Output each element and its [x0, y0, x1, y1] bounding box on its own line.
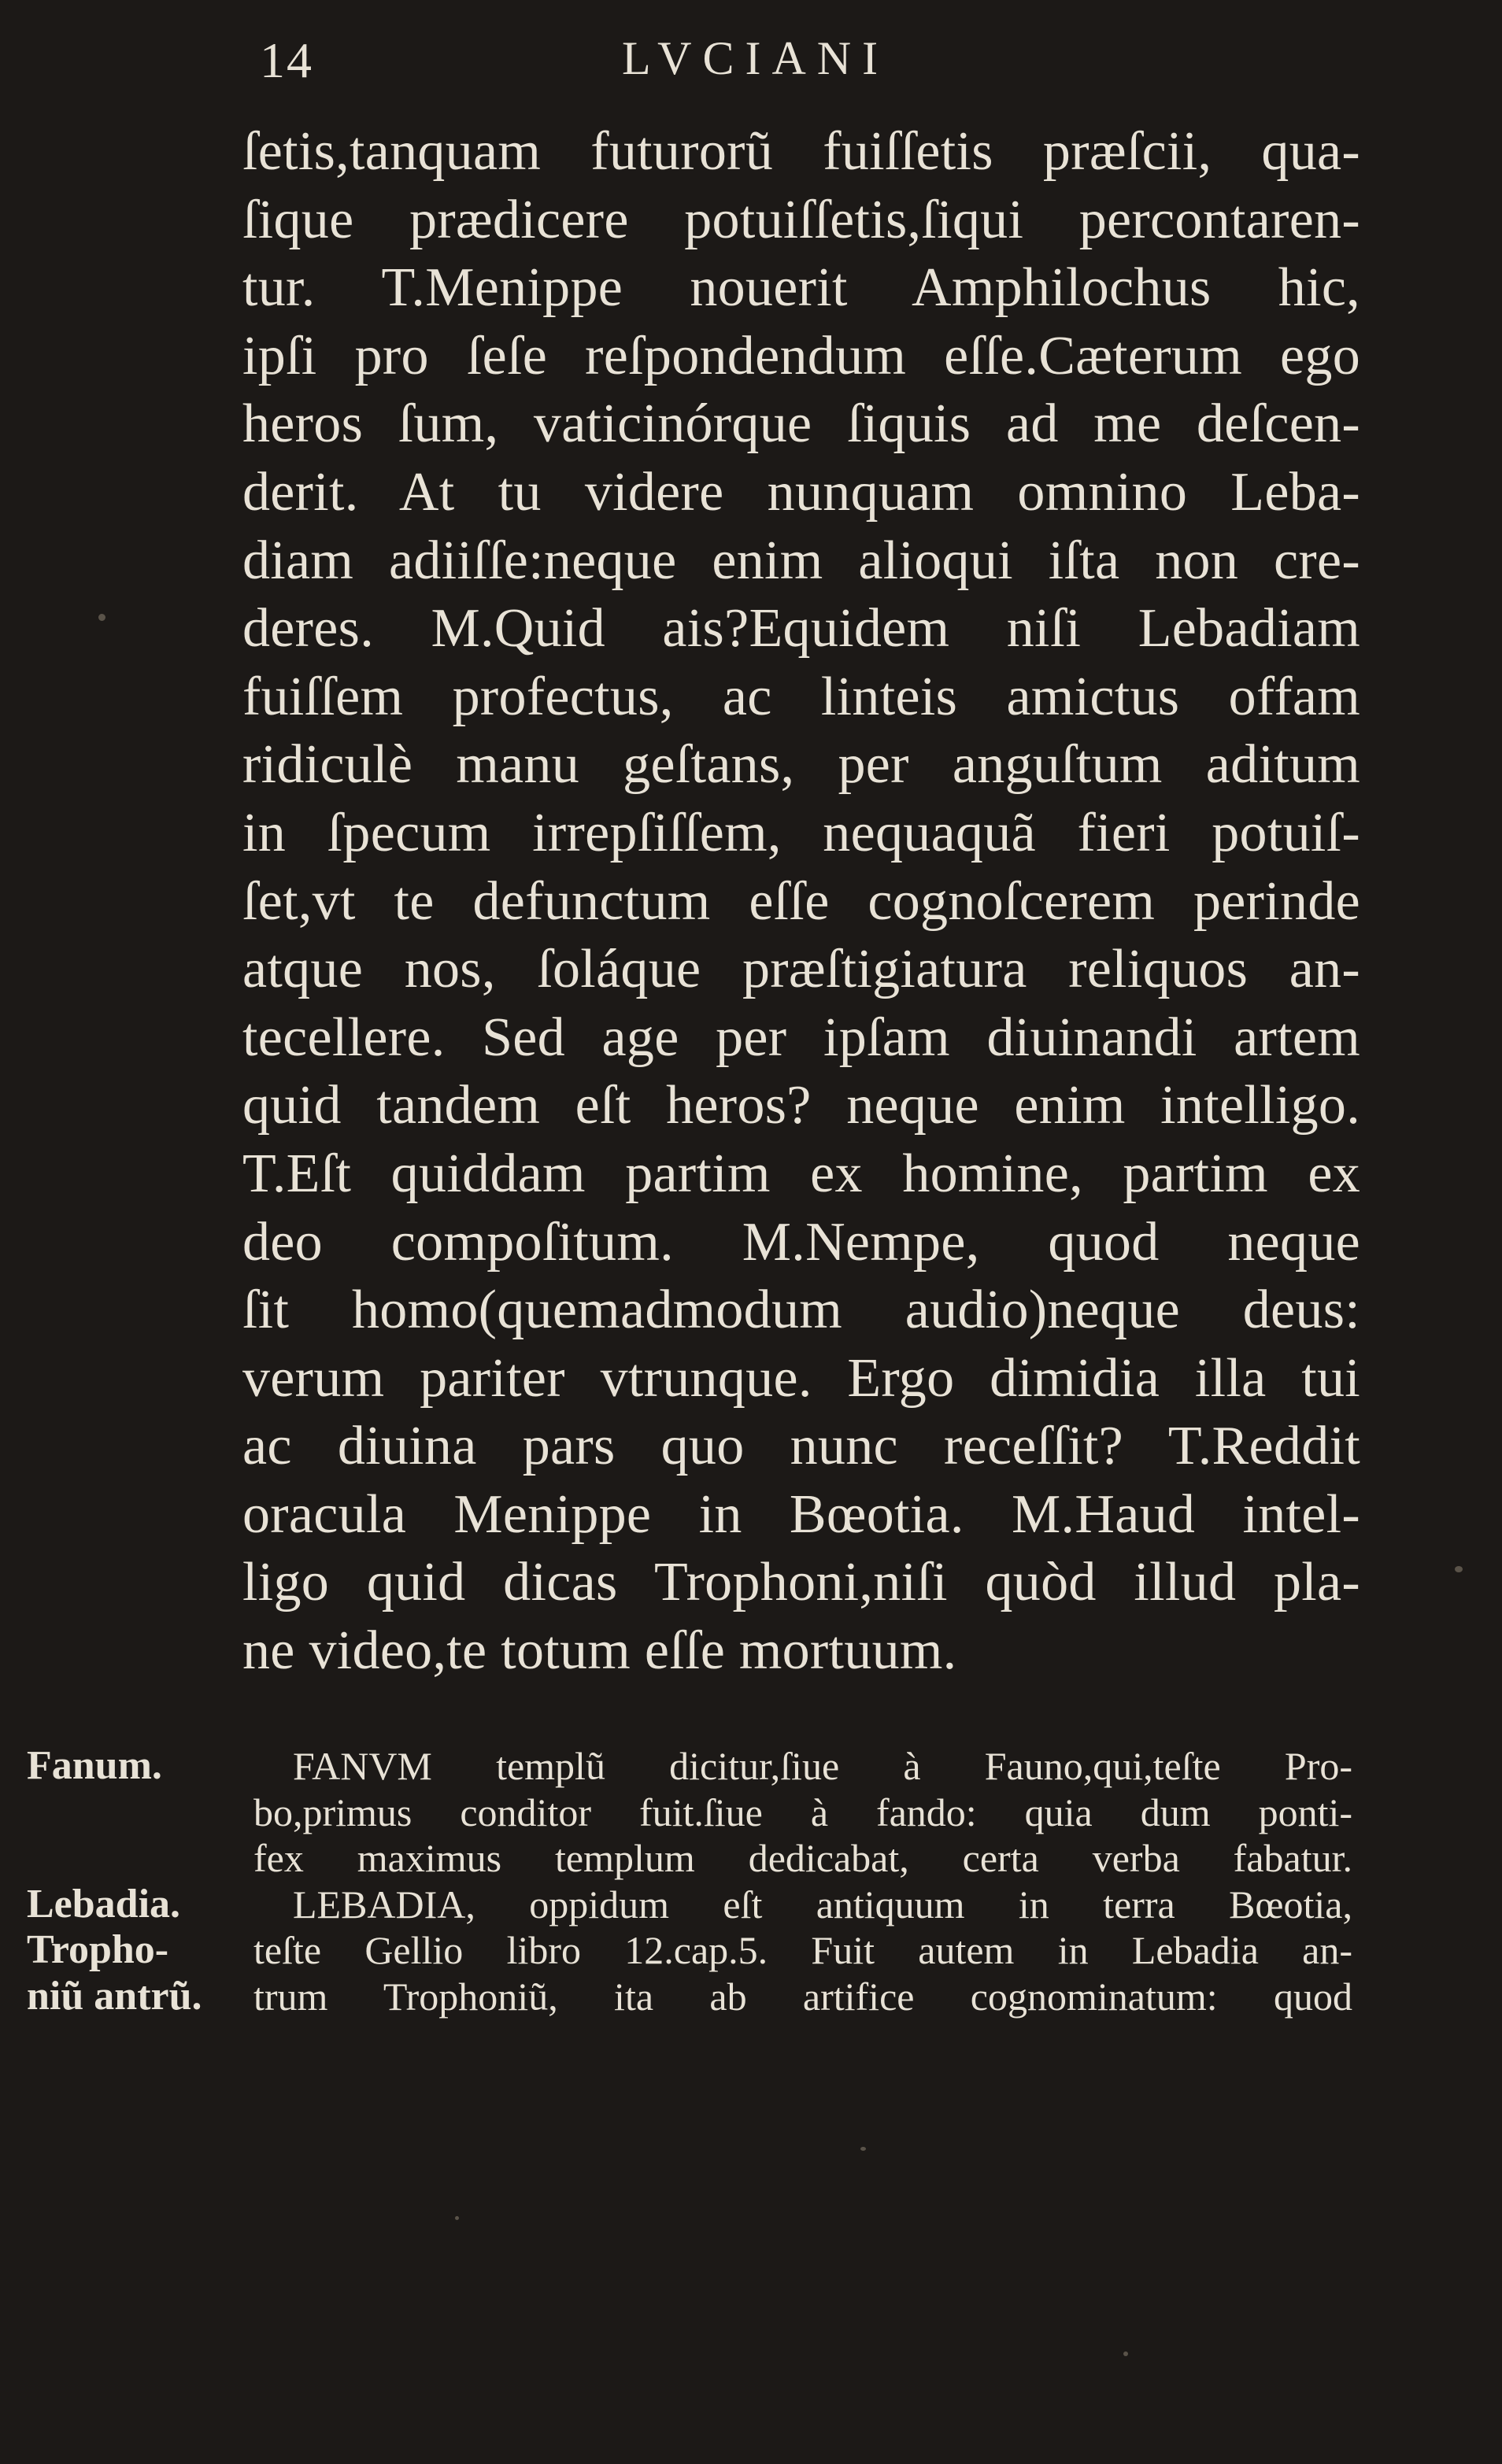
note-text: FANVM templũ dicitur,ſiue à Fauno,qui,teſte Pro-: [293, 1744, 1352, 1788]
text-line: atque nos, ſoláque præſtigiatura reliquos an-: [242, 939, 1360, 1000]
text-line: ſique prædicere potuiſſetis,ſiqui percontaren-: [242, 189, 1360, 250]
marginal-note: Tropho-: [27, 1927, 169, 1972]
text-line: ridiculè manu geſtans, per anguſtum aditum: [242, 734, 1360, 796]
text-line: ſit homo(quemadmodum audio)neque deus:: [242, 1280, 1360, 1341]
speck: [455, 2216, 459, 2220]
note-line: [0, 1835, 1502, 1882]
page-header: [0, 31, 1502, 102]
text-line: tur. T.Menippe nouerit Amphilochus hic,: [242, 257, 1360, 319]
text-line: deres. M.Quid ais?Equidem niſi Lebadiam: [242, 598, 1360, 659]
marginal-note: niũ antrũ.: [27, 1973, 202, 2019]
text-line: derit. At tu videre nunquam omnino Leba-: [242, 461, 1360, 523]
note-text: fex maximus templum dedicabat, certa verba fabatur.: [253, 1836, 1352, 1880]
running-head: LVCIANI: [622, 32, 890, 84]
annotation-block: [0, 1743, 1502, 2019]
note-line: [0, 1743, 1502, 1790]
marginal-note: Lebadia.: [27, 1881, 181, 1927]
text-line: in ſpecum irrepſiſſem, nequaquã fieri potuiſ-: [242, 802, 1360, 863]
speck: [860, 2147, 866, 2151]
note-text: teſte Gellio libro 12.cap.5. Fuit autem in Lebadia an-: [253, 1928, 1352, 1972]
text-line: ne video,te totum eſſe mortuum.: [242, 1620, 957, 1682]
text-line: ſetis,tanquam futurorũ fuiſſetis præſcii, qua-: [242, 121, 1360, 182]
text-line: deo compoſitum. M.Nempe, quod neque: [242, 1211, 1360, 1273]
text-line: ac diuina pars quo nunc receſſit? T.Reddit: [242, 1416, 1360, 1477]
speck: [1123, 2351, 1128, 2356]
text-line: diam adiiſſe:neque enim alioqui iſta non cre-: [242, 530, 1360, 591]
note-text: trum Trophoniũ, ita ab artifice cognominatum: quod: [253, 1974, 1352, 2019]
text-line: oracula Menippe in Bœotia. M.Haud intel-: [242, 1483, 1360, 1545]
note-line: [0, 1882, 1502, 1928]
page-number: 14: [260, 32, 313, 88]
text-line: heros ſum, vaticinórque ſiquis ad me deſcen-: [242, 393, 1360, 455]
note-line: [0, 1974, 1502, 2020]
note-text: bo,primus conditor fuit.ſiue à fando: quia dum ponti-: [253, 1790, 1352, 1834]
note-line: [0, 1927, 1502, 1974]
note-line: [0, 1790, 1502, 1836]
note-text: LEBADIA, oppidum eſt antiquum in terra Bœotia,: [293, 1882, 1352, 1927]
text-line: T.Eſt quiddam partim ex homine, partim ex: [242, 1143, 1360, 1204]
text-line: ſet,vt te defunctum eſſe cognoſcerem perinde: [242, 870, 1360, 932]
main-text-block: [242, 118, 1360, 1686]
speck: [1455, 1566, 1463, 1572]
speck: [98, 614, 105, 621]
text-line: ipſi pro ſeſe reſpondendum eſſe.Cæterum ego: [242, 325, 1360, 386]
text-line: verum pariter vtrunque. Ergo dimidia illa tui: [242, 1347, 1360, 1409]
text-line: fuiſſem profectus, ac linteis amictus offam: [242, 666, 1360, 727]
marginal-note: Fanum.: [27, 1743, 162, 1788]
text-line: tecellere. Sed age per ipſam diuinandi artem: [242, 1007, 1360, 1068]
text-line: ligo quid dicas Trophoni,niſi quòd illud pla-: [242, 1552, 1360, 1613]
text-line: quid tandem eſt heros? neque enim intelligo.: [242, 1075, 1360, 1136]
